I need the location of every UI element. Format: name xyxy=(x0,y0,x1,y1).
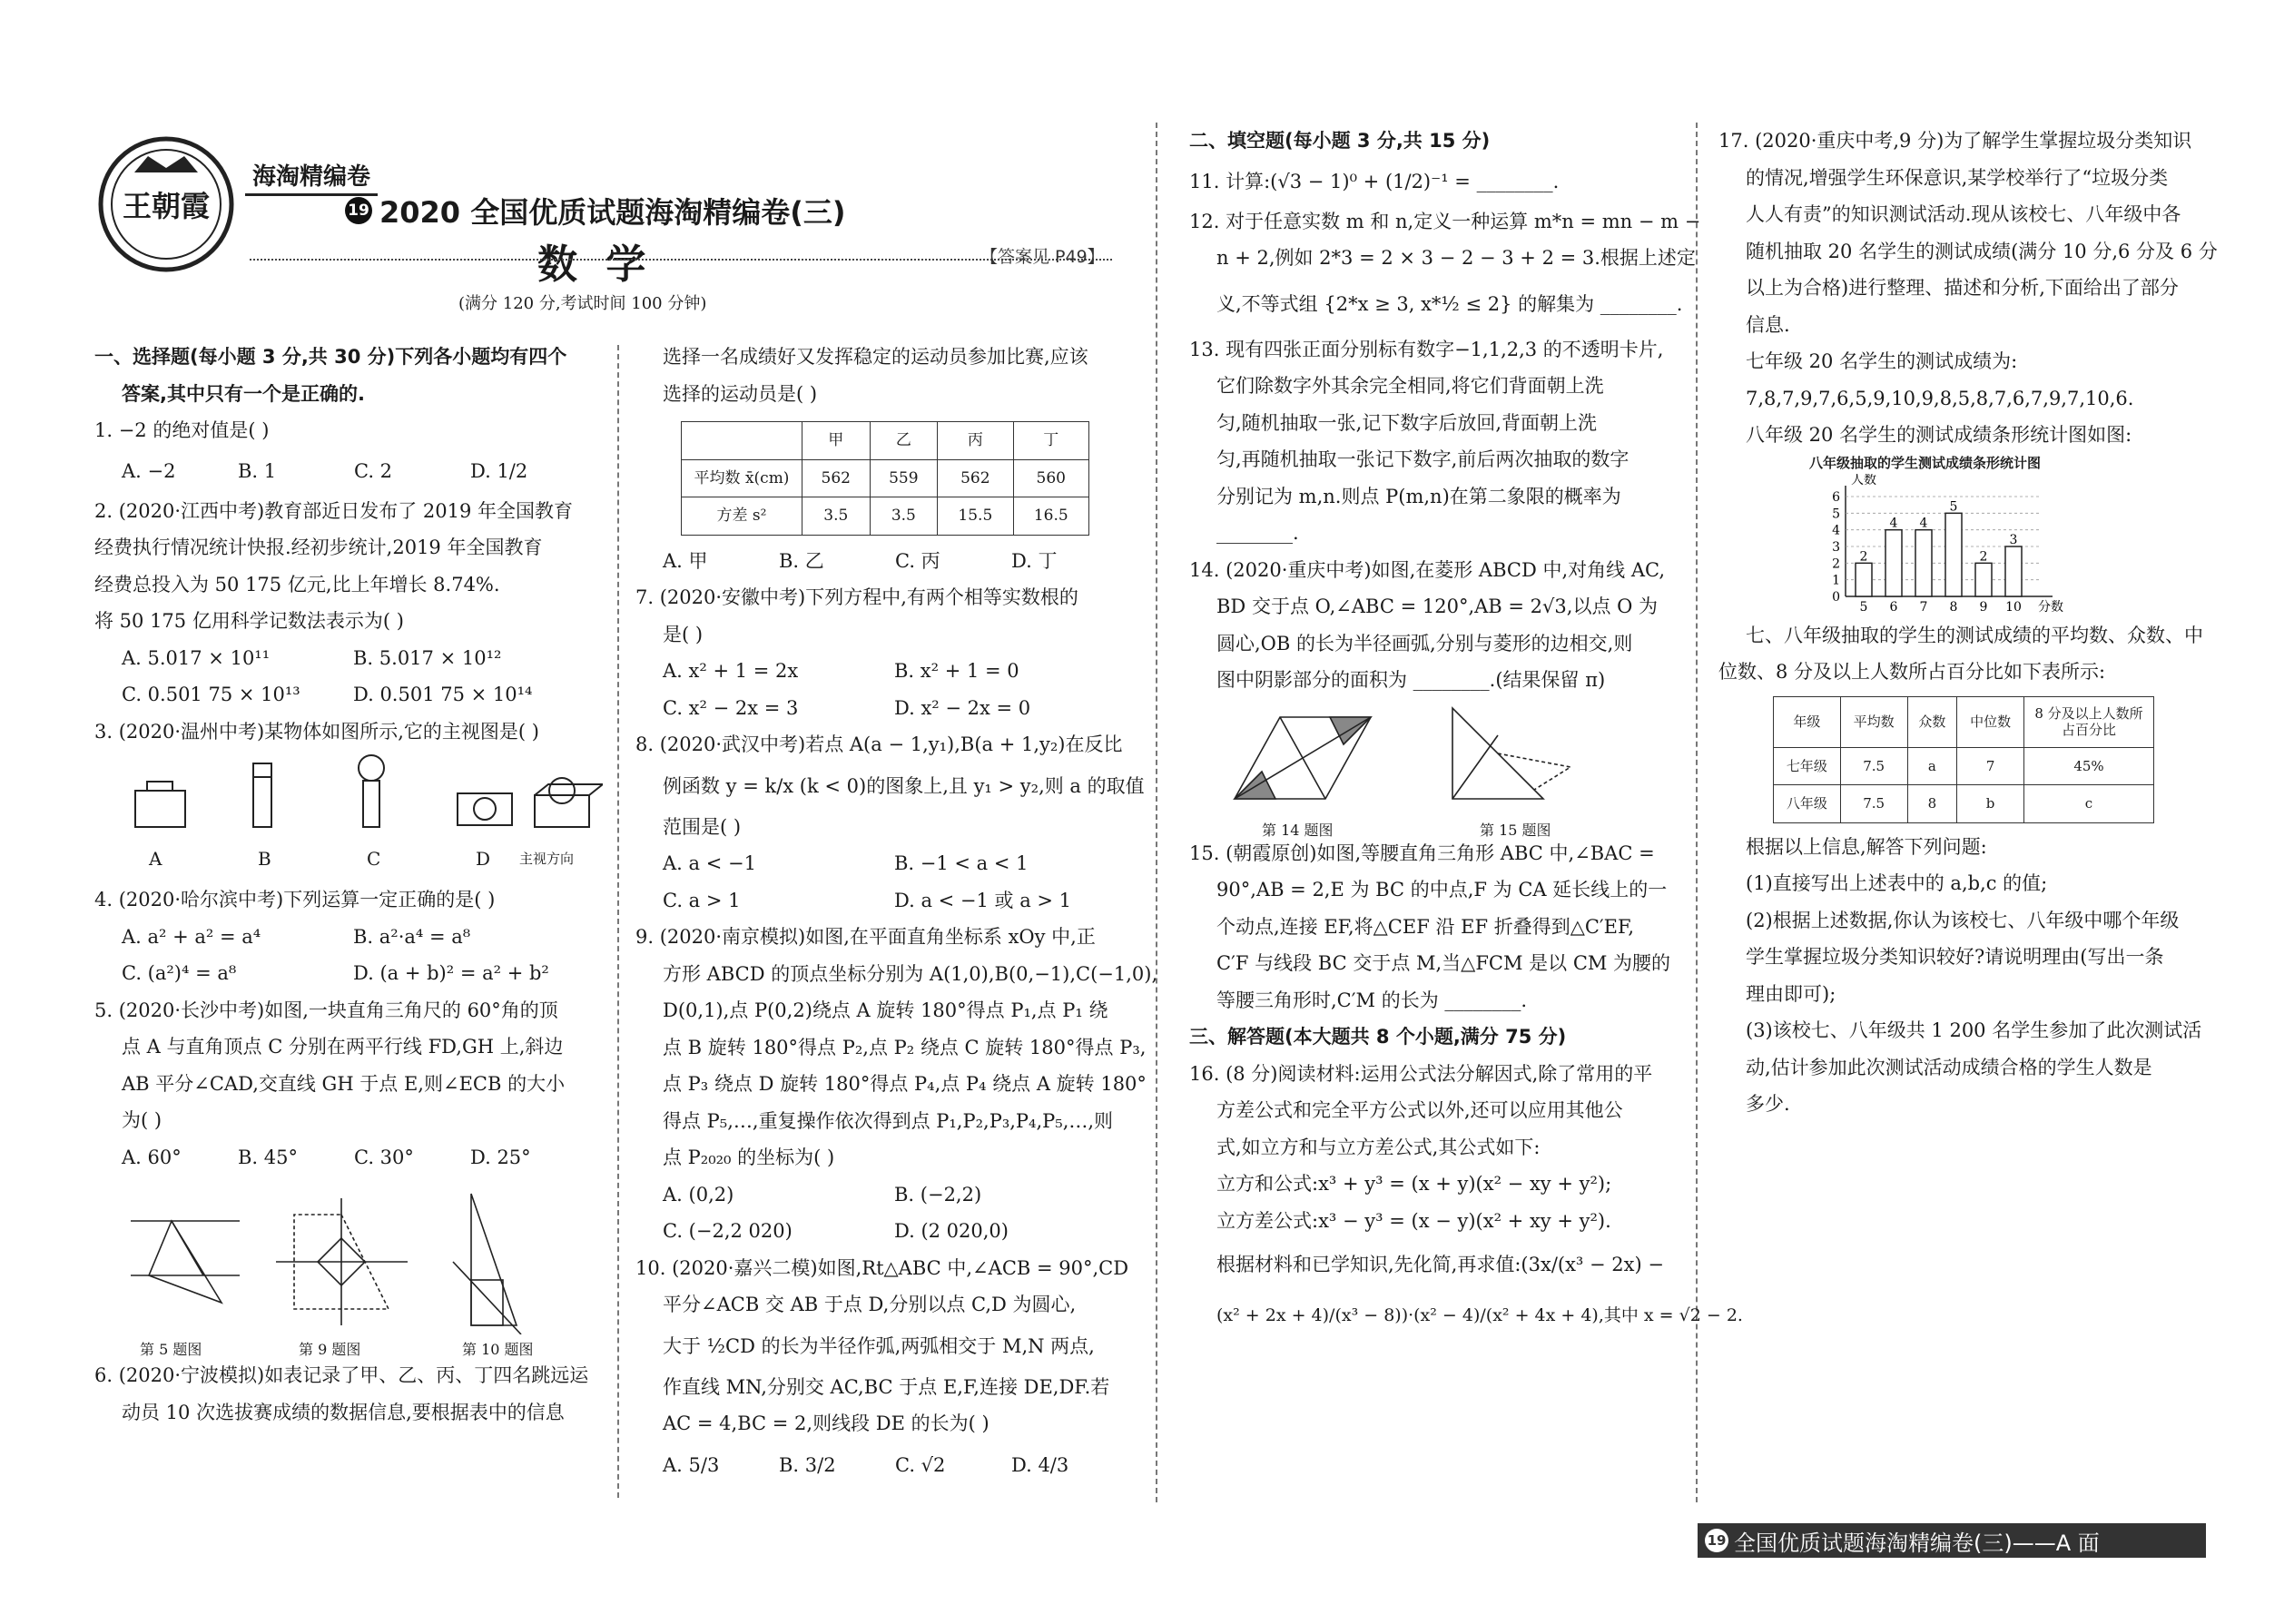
table-cell: 乙 xyxy=(870,422,938,460)
q6-option-a[interactable]: A. 甲 xyxy=(663,549,708,572)
q3-option-b[interactable]: B xyxy=(258,848,271,870)
bar-value-label: 2 xyxy=(1859,548,1868,564)
q2-stem-2: 经费执行情况统计快报.经初步统计,2019 年全国教育 xyxy=(94,536,543,558)
q7-options-row1 xyxy=(635,653,1144,690)
q15-stem-4: C′F 与线段 BC 交于点 M,当△FCM 是以 CM 为腰的 xyxy=(1216,952,1671,974)
q1-options xyxy=(94,449,603,493)
q16-stem-2: 方差公式和完全平方公式以外,还可以应用其他公 xyxy=(1216,1099,1623,1121)
q17-grade7-label: 七年级 20 名学生的测试成绩为: xyxy=(1746,350,2018,372)
bar-chart xyxy=(1718,454,2227,617)
q16-stem-3: 式,如立方和与立方差公式,其公式如下: xyxy=(1216,1136,1541,1158)
q8-option-b[interactable]: B. −1 < a < 1 xyxy=(894,852,1029,874)
chart-title: 八年级抽取的学生测试成绩条形统计图 xyxy=(1809,454,2042,471)
q16-stem: 16. (8 分)阅读材料:运用公式法分解因式,除了常用的平 xyxy=(1189,1062,1653,1085)
q7-option-b[interactable]: B. x² + 1 = 0 xyxy=(894,660,1019,682)
q6-stem-4: 选择的运动员是( ) xyxy=(663,382,818,405)
q7-option-c[interactable]: C. x² − 2x = 3 xyxy=(663,696,799,719)
column-1 xyxy=(94,339,603,1431)
title-row xyxy=(345,192,845,229)
q6-stem-3: 选择一名成绩好又发挥稳定的运动员参加比赛,应该 xyxy=(663,346,1088,368)
bar xyxy=(1975,563,1992,596)
q1-stem: 1. −2 的绝对值是( ) xyxy=(94,419,270,441)
q10-stem-3: 大于 ½CD 的长为半径作弧,两弧相交于 M,N 两点, xyxy=(663,1334,1095,1357)
q2-options-row2 xyxy=(94,676,603,714)
table-cell: 3.5 xyxy=(870,497,938,536)
q10-option-c[interactable]: C. √2 xyxy=(895,1453,946,1476)
q8-stem-3: 范围是( ) xyxy=(663,815,742,838)
fig5-caption: 第 5 题图 xyxy=(140,1341,202,1358)
q5-option-d[interactable]: D. 25° xyxy=(470,1146,531,1168)
q14-stem-4: 图中阴影部分的面积为 ________.(结果保留 π) xyxy=(1216,669,1606,691)
q7-stem-2: 是( ) xyxy=(663,623,704,645)
q6-option-d[interactable]: D. 丁 xyxy=(1011,549,1058,572)
exam-meta: (满分 120 分,考试时间 100 分钟) xyxy=(458,294,707,313)
rhombus-figures-icon xyxy=(1189,699,1689,812)
table-cell: 16.5 xyxy=(1013,497,1088,536)
fig15-caption: 第 15 题图 xyxy=(1480,821,1551,839)
x-tick-label: 7 xyxy=(1919,599,1928,615)
q9-stem-5: 点 P₃ 绕点 D 旋转 180°得点 P₄,点 P₄ 绕点 A 旋转 180° xyxy=(663,1073,1147,1095)
subject-title: 数 学 xyxy=(537,241,654,288)
q9-stem-7: 点 P₂₀₂₀ 的坐标为( ) xyxy=(663,1147,835,1168)
q17-task-2-cont-2: 理由即可); xyxy=(1746,982,1836,1005)
q17-grade8-label: 八年级 20 名学生的测试成绩条形统计图如图: xyxy=(1746,424,2132,446)
q13-stem-6: ________. xyxy=(1216,522,1299,544)
q9-option-b[interactable]: B. (−2,2) xyxy=(894,1183,982,1206)
q3-stem: 3. (2020·温州中考)某物体如图所示,它的主视图是( ) xyxy=(94,720,539,743)
q5-options xyxy=(94,1139,603,1176)
q1-option-b[interactable]: B. 1 xyxy=(238,459,277,482)
q8-option-d[interactable]: D. a < −1 或 a > 1 xyxy=(894,889,1072,911)
q17-stem: 17. (2020·重庆中考,9 分)为了解学生掌握垃圾分类知识 xyxy=(1718,130,2192,152)
divider-2 xyxy=(1156,123,1157,1502)
q4-option-b[interactable]: B. a²·a⁴ = a⁸ xyxy=(353,925,471,948)
q1-option-a[interactable]: A. −2 xyxy=(122,459,176,482)
x-axis-label: 分数 xyxy=(2038,599,2063,615)
bar xyxy=(2005,546,2022,596)
q17-task-3: (3)该校七、八年级共 1 200 名学生参加了此次测试活 xyxy=(1746,1019,2202,1041)
q16-stem-4: 根据材料和已学知识,先化简,再求值:(3x/(x³ − 2x) − xyxy=(1216,1254,1664,1275)
q17-task-1: (1)直接写出上述表中的 a,b,c 的值; xyxy=(1746,872,2048,894)
brand-badge: 海淘精编卷 xyxy=(245,156,378,196)
table-cell: 7.5 xyxy=(1840,747,1907,785)
q17-stem-5: 以上为合格)进行整理、描述和分析,下面给出了部分 xyxy=(1746,277,2179,299)
table-cell: 15.5 xyxy=(938,497,1013,536)
y-tick-label: 4 xyxy=(1832,523,1840,538)
figures-row xyxy=(94,1176,603,1357)
q6-stem-2: 动员 10 次选拔赛成绩的数据信息,要根据表中的信息 xyxy=(122,1401,565,1423)
bar xyxy=(1856,563,1872,596)
footer-number-badge: 19 xyxy=(1705,1529,1728,1552)
q3-option-a[interactable]: A xyxy=(149,848,162,870)
q9-stem-6: 得点 P₅,…,重复操作依次得到点 P₁,P₂,P₃,P₄,P₅,…,则 xyxy=(663,1109,1114,1132)
q3-figures xyxy=(94,750,603,881)
q8-stem-2: 例函数 y = k/x (k < 0)的图象上,且 y₁ > y₂,则 a 的取值 xyxy=(663,774,1145,797)
table-cell: a xyxy=(1907,747,1957,785)
q9-option-c[interactable]: C. (−2,2 020) xyxy=(663,1220,793,1242)
q6-option-c[interactable]: C. 丙 xyxy=(895,549,940,572)
exam-title: 2020 全国优质试题海淘精编卷(三) xyxy=(379,195,846,230)
column-3 xyxy=(1189,123,1743,1341)
q10-stem-4: 作直线 MN,分别交 AC,BC 于点 E,F,连接 DE,DF.若 xyxy=(663,1375,1110,1398)
logo-text: 王朝霞 xyxy=(122,189,210,223)
geometry-figures-icon xyxy=(94,1180,603,1334)
table-cell: 560 xyxy=(1013,459,1088,497)
x-tick-label: 8 xyxy=(1949,599,1958,615)
q13-stem: 13. 现有四张正面分别标有数字−1,1,2,3 的不透明卡片, xyxy=(1189,338,1664,360)
q3-option-c[interactable]: C xyxy=(367,848,381,870)
q15-stem-5: 等腰三角形时,C′M 的长为 ________. xyxy=(1216,989,1528,1011)
q5-stem-4: 为( ) xyxy=(122,1109,162,1131)
q9-option-a[interactable]: A. (0,2) xyxy=(663,1183,734,1206)
q15-stem: 15. (朝霞原创)如图,等腰直角三角形 ABC 中,∠BAC = xyxy=(1189,842,1655,864)
q14-stem-3: 圆心,OB 的长为半径画弧,分别与菱形的边相交,则 xyxy=(1216,632,1633,655)
table-cell: 丁 xyxy=(1013,422,1088,460)
q17-stem-6: 信息. xyxy=(1746,313,1790,336)
q4-option-d[interactable]: D. (a + b)² = a² + b² xyxy=(353,962,549,984)
x-tick-label: 10 xyxy=(2005,599,2022,615)
q2-stem-4: 将 50 175 亿用科学记数法表示为( ) xyxy=(94,610,404,632)
q17-stem-4: 随机抽取 20 名学生的测试成绩(满分 10 分,6 分及 6 分 xyxy=(1746,240,2218,262)
q9-options-row2 xyxy=(635,1213,1144,1250)
bar-value-label: 4 xyxy=(1919,516,1928,531)
q12-stem-2: n + 2,例如 2*3 = 2 × 3 − 2 − 3 + 2 = 3.根据上述定 xyxy=(1216,247,1696,269)
q8-stem: 8. (2020·武汉中考)若点 A(a − 1,y₁),B(a + 1,y₂)在反比 xyxy=(635,733,1123,755)
table-cell: 甲 xyxy=(802,422,871,460)
y-tick-label: 5 xyxy=(1832,506,1840,521)
q2-options-row1 xyxy=(94,640,603,677)
table-cell: 年级 xyxy=(1774,696,1841,747)
x-tick-label: 5 xyxy=(1859,599,1868,615)
divider-1 xyxy=(617,345,619,1498)
q17-task-3-cont-2: 多少. xyxy=(1746,1093,1790,1115)
bar xyxy=(1915,529,1932,595)
q5-option-b[interactable]: B. 45° xyxy=(238,1146,299,1168)
q4-option-a[interactable]: A. a² + a² = a⁴ xyxy=(122,925,261,948)
table-cell: 八年级 xyxy=(1774,785,1841,823)
y-tick-label: 2 xyxy=(1832,556,1840,571)
exam-number-badge: 19 xyxy=(345,197,372,224)
table-cell: 众数 xyxy=(1907,696,1957,747)
fig14-caption: 第 14 题图 xyxy=(1262,821,1334,839)
table-cell: 7 xyxy=(1957,747,2024,785)
table-cell: 559 xyxy=(870,459,938,497)
table-cell: 平均数 xyxy=(1840,696,1907,747)
q7-option-a[interactable]: A. x² + 1 = 2x xyxy=(663,660,799,682)
q10-options xyxy=(635,1442,1144,1488)
q12-stem-3: 义,不等式组 {2*x ≥ 3, x*½ ≤ 2} 的解集为 ________. xyxy=(1216,292,1683,315)
q15-stem-2: 90°,AB = 2,E 为 BC 的中点,F 为 CA 延长线上的一 xyxy=(1216,879,1668,901)
footer-text: 全国优质试题海淘精编卷(三)——A 面 xyxy=(1734,1530,2100,1556)
q14-stem: 14. (2020·重庆中考)如图,在菱形 ABCD 中,对角线 AC, xyxy=(1189,558,1666,581)
q6-stem: 6. (2020·宁波模拟)如表记录了甲、乙、丙、丁四名跳远运 xyxy=(94,1364,589,1386)
table-cell: 8 xyxy=(1907,785,1957,823)
bar xyxy=(1885,529,1902,595)
table-header-row xyxy=(1774,696,2154,747)
section-1-heading-cont: 答案,其中只有一个是正确的. xyxy=(122,382,365,405)
q13-stem-3: 匀,随机抽取一张,记下数字后放回,背面朝上洗 xyxy=(1216,411,1598,434)
q9-stem: 9. (2020·南京模拟)如图,在平面直角坐标系 xOy 中,正 xyxy=(635,926,1096,948)
fig10-caption: 第 10 题图 xyxy=(462,1341,534,1358)
q5-option-a[interactable]: A. 60° xyxy=(122,1146,182,1168)
q17-stats-intro: 七、八年级抽取的学生的测试成绩的平均数、众数、中 xyxy=(1746,624,2203,646)
y-tick-label: 3 xyxy=(1832,539,1840,555)
figure-captions xyxy=(140,1332,571,1369)
q9-option-d[interactable]: D. (2 020,0) xyxy=(894,1220,1009,1242)
q7-options-row2 xyxy=(635,690,1144,727)
section-1-heading: 一、选择题(每小题 3 分,共 30 分)下列各小题均有四个 xyxy=(94,346,567,368)
figures-14-15 xyxy=(1189,699,1689,839)
q11-stem: 11. 计算:(√3 − 1)⁰ + (1/2)⁻¹ = ________. xyxy=(1189,170,1560,192)
q9-stem-3: D(0,1),点 P(0,2)绕点 A 旋转 180°得点 P₁,点 P₁ 绕 xyxy=(663,999,1108,1021)
figure-14-15-captions xyxy=(1262,812,1589,850)
q17-task-2: (2)根据上述数据,你认为该校七、八年级中哪个年级 xyxy=(1746,909,2180,931)
column-2 xyxy=(635,339,1158,1488)
table-cell: 七年级 xyxy=(1774,747,1841,785)
q9-options-row1 xyxy=(635,1176,1144,1214)
answer-ref: 【答案见 P49】 xyxy=(980,247,1105,267)
q5-stem-3: AB 平分∠CAD,交直线 GH 于点 E,则∠ECB 的大小 xyxy=(122,1072,566,1095)
q9-stem-4: 点 B 旋转 180°得点 P₂,点 P₂ 绕点 C 旋转 180°得点 P₃, xyxy=(663,1036,1147,1058)
q10-option-b[interactable]: B. 3/2 xyxy=(779,1453,836,1476)
table-cell: 平均数 x̄(cm) xyxy=(682,459,802,497)
table-cell: 8 分及以上人数所占百分比 xyxy=(2024,696,2154,747)
q7-stem: 7. (2020·安徽中考)下列方程中,有两个相等实数根的 xyxy=(635,586,1078,608)
table-row xyxy=(682,497,1089,536)
table-cell: 丙 xyxy=(938,422,1013,460)
table-header-row xyxy=(682,422,1089,460)
q3-option-d[interactable]: D xyxy=(476,848,491,870)
q2-option-d[interactable]: D. 0.501 75 × 10¹⁴ xyxy=(353,684,533,705)
x-tick-label: 9 xyxy=(1979,599,1988,615)
q6-options xyxy=(635,543,1144,580)
footer-banner xyxy=(1698,1523,2206,1558)
q17-task-3-cont: 动,估计参加此次测试活动成绩合格的学生人数是 xyxy=(1746,1056,2152,1078)
q8-option-a[interactable]: A. a < −1 xyxy=(663,852,756,874)
table-cell xyxy=(682,422,802,460)
q15-stem-3: 个动点,连接 EF,将△CEF 沿 EF 折叠得到△C′EF, xyxy=(1216,915,1634,938)
q17-task-2-cont: 学生掌握垃圾分类知识较好?请说明理由(写出一条 xyxy=(1746,946,2164,968)
q17-stats-intro-2: 位数、8 分及以上人数所占百分比如下表所示: xyxy=(1718,661,2106,683)
q2-option-a[interactable]: A. 5.017 × 10¹¹ xyxy=(122,646,271,669)
table-cell: 方差 s² xyxy=(682,497,802,536)
q1-option-d[interactable]: D. 1/2 xyxy=(470,459,528,482)
q10-option-a[interactable]: A. 5/3 xyxy=(663,1453,720,1476)
q17-task-intro: 根据以上信息,解答下列问题: xyxy=(1746,835,1987,858)
bar-value-label: 2 xyxy=(1979,548,1988,564)
y-tick-label: 6 xyxy=(1832,489,1840,505)
table-cell: 562 xyxy=(938,459,1013,497)
q7-option-d[interactable]: D. x² − 2x = 0 xyxy=(894,696,1031,719)
q10-stem: 10. (2020·嘉兴二模)如图,Rt△ABC 中,∠ACB = 90°,CD xyxy=(635,1256,1129,1279)
bar-value-label: 3 xyxy=(2009,532,2018,547)
q10-stem-5: AC = 4,BC = 2,则线段 DE 的长为( ) xyxy=(663,1412,989,1434)
table-cell: 7.5 xyxy=(1840,785,1907,823)
q4-stem: 4. (2020·哈尔滨中考)下列运算一定正确的是( ) xyxy=(94,889,496,910)
q4-options-row1 xyxy=(94,919,603,956)
y-tick-label: 1 xyxy=(1832,573,1840,588)
q4-options-row2 xyxy=(94,955,603,992)
q1-option-c[interactable]: C. 2 xyxy=(354,459,393,482)
table-row xyxy=(1774,747,2154,785)
q2-stem-3: 经费总投入为 50 175 亿元,比上年增长 8.74%. xyxy=(94,573,500,595)
q10-stem-2: 平分∠ACB 交 AB 于点 D,分别以点 C,D 为圆心, xyxy=(663,1294,1077,1315)
table-cell: 562 xyxy=(802,459,871,497)
q5-stem-2: 点 A 与直角顶点 C 分别在两平行线 FD,GH 上,斜边 xyxy=(122,1036,564,1058)
bar-value-label: 5 xyxy=(1949,498,1958,514)
q8-options-row2 xyxy=(635,882,1144,920)
q13-stem-4: 匀,再随机抽取一张记下数字,前后两次抽取的数字 xyxy=(1216,448,1629,470)
q12-stem: 12. 对于任意实数 m 和 n,定义一种运算 m*n = mn − m − xyxy=(1189,210,1701,232)
q17-stem-2: 的情况,增强学生环保意识,某学校举行了“垃圾分类 xyxy=(1746,166,2169,189)
q6-option-b[interactable]: B. 乙 xyxy=(779,549,824,572)
q13-stem-2: 它们除数字外其余完全相同,将它们背面朝上洗 xyxy=(1216,375,1604,397)
q2-option-c[interactable]: C. 0.501 75 × 10¹³ xyxy=(122,684,300,705)
table-cell: 45% xyxy=(2024,747,2154,785)
bar-value-label: 4 xyxy=(1889,516,1898,531)
y-axis-label: 人数 xyxy=(1851,473,1876,487)
q5-option-c[interactable]: C. 30° xyxy=(354,1146,414,1168)
q16-formula-1: 立方和公式:x³ + y³ = (x + y)(x² − xy + y²); xyxy=(1216,1173,1612,1195)
section-2-heading: 二、填空题(每小题 3 分,共 15 分) xyxy=(1189,130,1491,152)
q10-option-d[interactable]: D. 4/3 xyxy=(1011,1453,1069,1476)
x-tick-label: 6 xyxy=(1889,599,1898,615)
q17-stem-3: 人人有责”的知识测试活动.现从该校七、八年级中各 xyxy=(1746,203,2181,225)
q16-formula-2: 立方差公式:x³ − y³ = (x − y)(x² + xy + y²). xyxy=(1216,1209,1611,1232)
q8-option-c[interactable]: C. a > 1 xyxy=(663,889,741,911)
q14-stem-2: BD 交于点 O,∠ABC = 120°,AB = 2√3,以点 O 为 xyxy=(1216,595,1659,617)
table-row xyxy=(1774,785,2154,823)
q3-option-labels xyxy=(149,841,530,878)
table-cell: 3.5 xyxy=(802,497,871,536)
table-cell: b xyxy=(1957,785,2024,823)
q6-table xyxy=(681,421,1089,536)
section-3-heading: 三、解答题(本大题共 8 个小题,满分 75 分) xyxy=(1189,1026,1567,1048)
q3-shapes-icon xyxy=(94,750,603,841)
bar xyxy=(1945,513,1962,596)
q9-stem-2: 方形 ABCD 的顶点坐标分别为 A(1,0),B(0,−1),C(−1,0), xyxy=(663,962,1158,985)
q17-grade7-scores: 7,8,7,9,7,6,5,9,10,9,8,5,8,7,6,7,9,7,10,6. xyxy=(1746,387,2134,409)
q8-options-row1 xyxy=(635,845,1144,882)
logo-emblem xyxy=(98,136,234,272)
q2-option-b[interactable]: B. 5.017 × 10¹² xyxy=(353,646,502,669)
table-row xyxy=(682,459,1089,497)
q3-view-direction: 主视方向 xyxy=(519,851,575,867)
q16-stem-5: (x² + 2x + 4)/(x³ − 8))·(x² − 4)/(x² + 4x + 4),其中 x = √2 − 2. xyxy=(1216,1305,1743,1325)
column-4 xyxy=(1718,123,2227,1123)
table-cell: 中位数 xyxy=(1957,696,2024,747)
q2-stem: 2. (2020·江西中考)教育部近日发布了 2019 年全国教育 xyxy=(94,499,574,522)
stats-table xyxy=(1773,696,2154,823)
q4-option-c[interactable]: C. (a²)⁴ = a⁸ xyxy=(122,962,237,984)
q13-stem-5: 分别记为 m,n.则点 P(m,n)在第二象限的概率为 xyxy=(1216,485,1621,507)
table-cell: c xyxy=(2024,785,2154,823)
fig9-caption: 第 9 题图 xyxy=(299,1341,361,1358)
y-tick-label: 0 xyxy=(1832,589,1840,605)
q5-stem: 5. (2020·长沙中考)如图,一块直角三角尺的 60°角的顶 xyxy=(94,999,558,1021)
chart-svg xyxy=(1718,474,2227,619)
